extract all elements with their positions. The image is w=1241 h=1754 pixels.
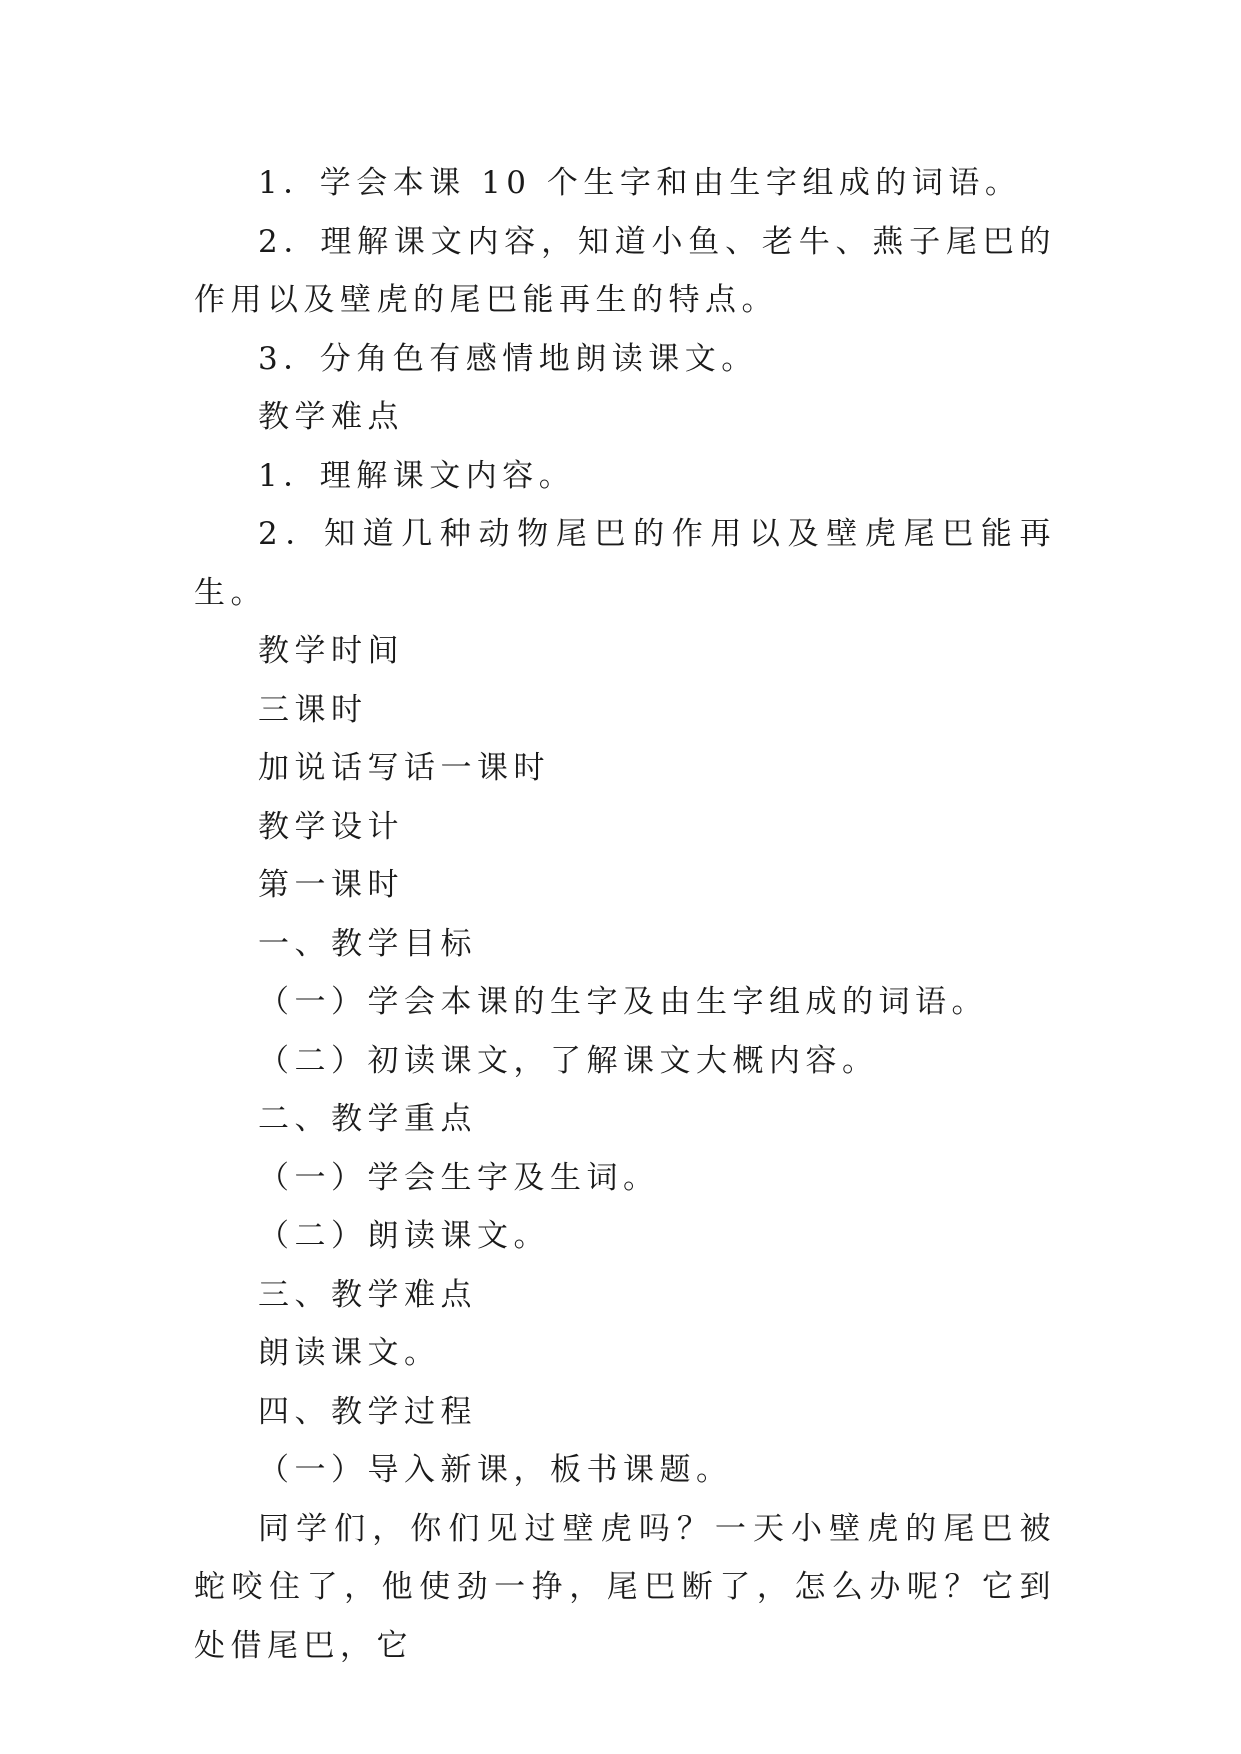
paragraph: 1．学会本课 10 个生字和由生字组成的词语。 bbox=[258, 165, 1022, 201]
section-heading: 教学时间 bbox=[258, 633, 404, 669]
section-heading: 第一课时 bbox=[258, 867, 404, 903]
section-heading: 三、教学难点 bbox=[258, 1276, 477, 1313]
paragraph: 2．知道几种动物尾巴的作用以及壁虎尾巴能再生。 bbox=[194, 516, 1056, 611]
list-item: （二）初读课文，了解课文大概内容。 bbox=[258, 1042, 879, 1079]
section-heading: 教学设计 bbox=[258, 808, 404, 845]
section-heading: 四、教学过程 bbox=[258, 1393, 477, 1430]
paragraph: 同学们，你们见过壁虎吗？一天小壁虎的尾巴被蛇咬住了，他使劲一挣，尾巴断了，怎么办呢？它到处借尾巴，它 bbox=[194, 1510, 1056, 1664]
section-heading: 教学难点 bbox=[258, 399, 404, 435]
list-item: （一）学会生字及生词。 bbox=[258, 1159, 660, 1196]
paragraph: 2．理解课文内容，知道小鱼、老牛、燕子尾巴的作用以及壁虎的尾巴能再生的特点。 bbox=[194, 223, 1056, 318]
section-heading: 二、教学重点 bbox=[258, 1101, 477, 1137]
list-item: （二）朗读课文。 bbox=[258, 1218, 550, 1254]
document-body bbox=[194, 154, 1056, 1675]
section-heading: 一、教学目标 bbox=[258, 925, 477, 962]
paragraph: 朗读课文。 bbox=[258, 1335, 441, 1371]
paragraph: 3．分角色有感情地朗读课文。 bbox=[258, 340, 758, 377]
list-item: （一）学会本课的生字及由生字组成的词语。 bbox=[258, 984, 988, 1020]
paragraph: 加说话写话一课时 bbox=[258, 750, 550, 786]
paragraph: 三课时 bbox=[258, 691, 368, 728]
paragraph: 1．理解课文内容。 bbox=[258, 457, 576, 494]
list-item: （一）导入新课，板书课题。 bbox=[258, 1452, 733, 1488]
